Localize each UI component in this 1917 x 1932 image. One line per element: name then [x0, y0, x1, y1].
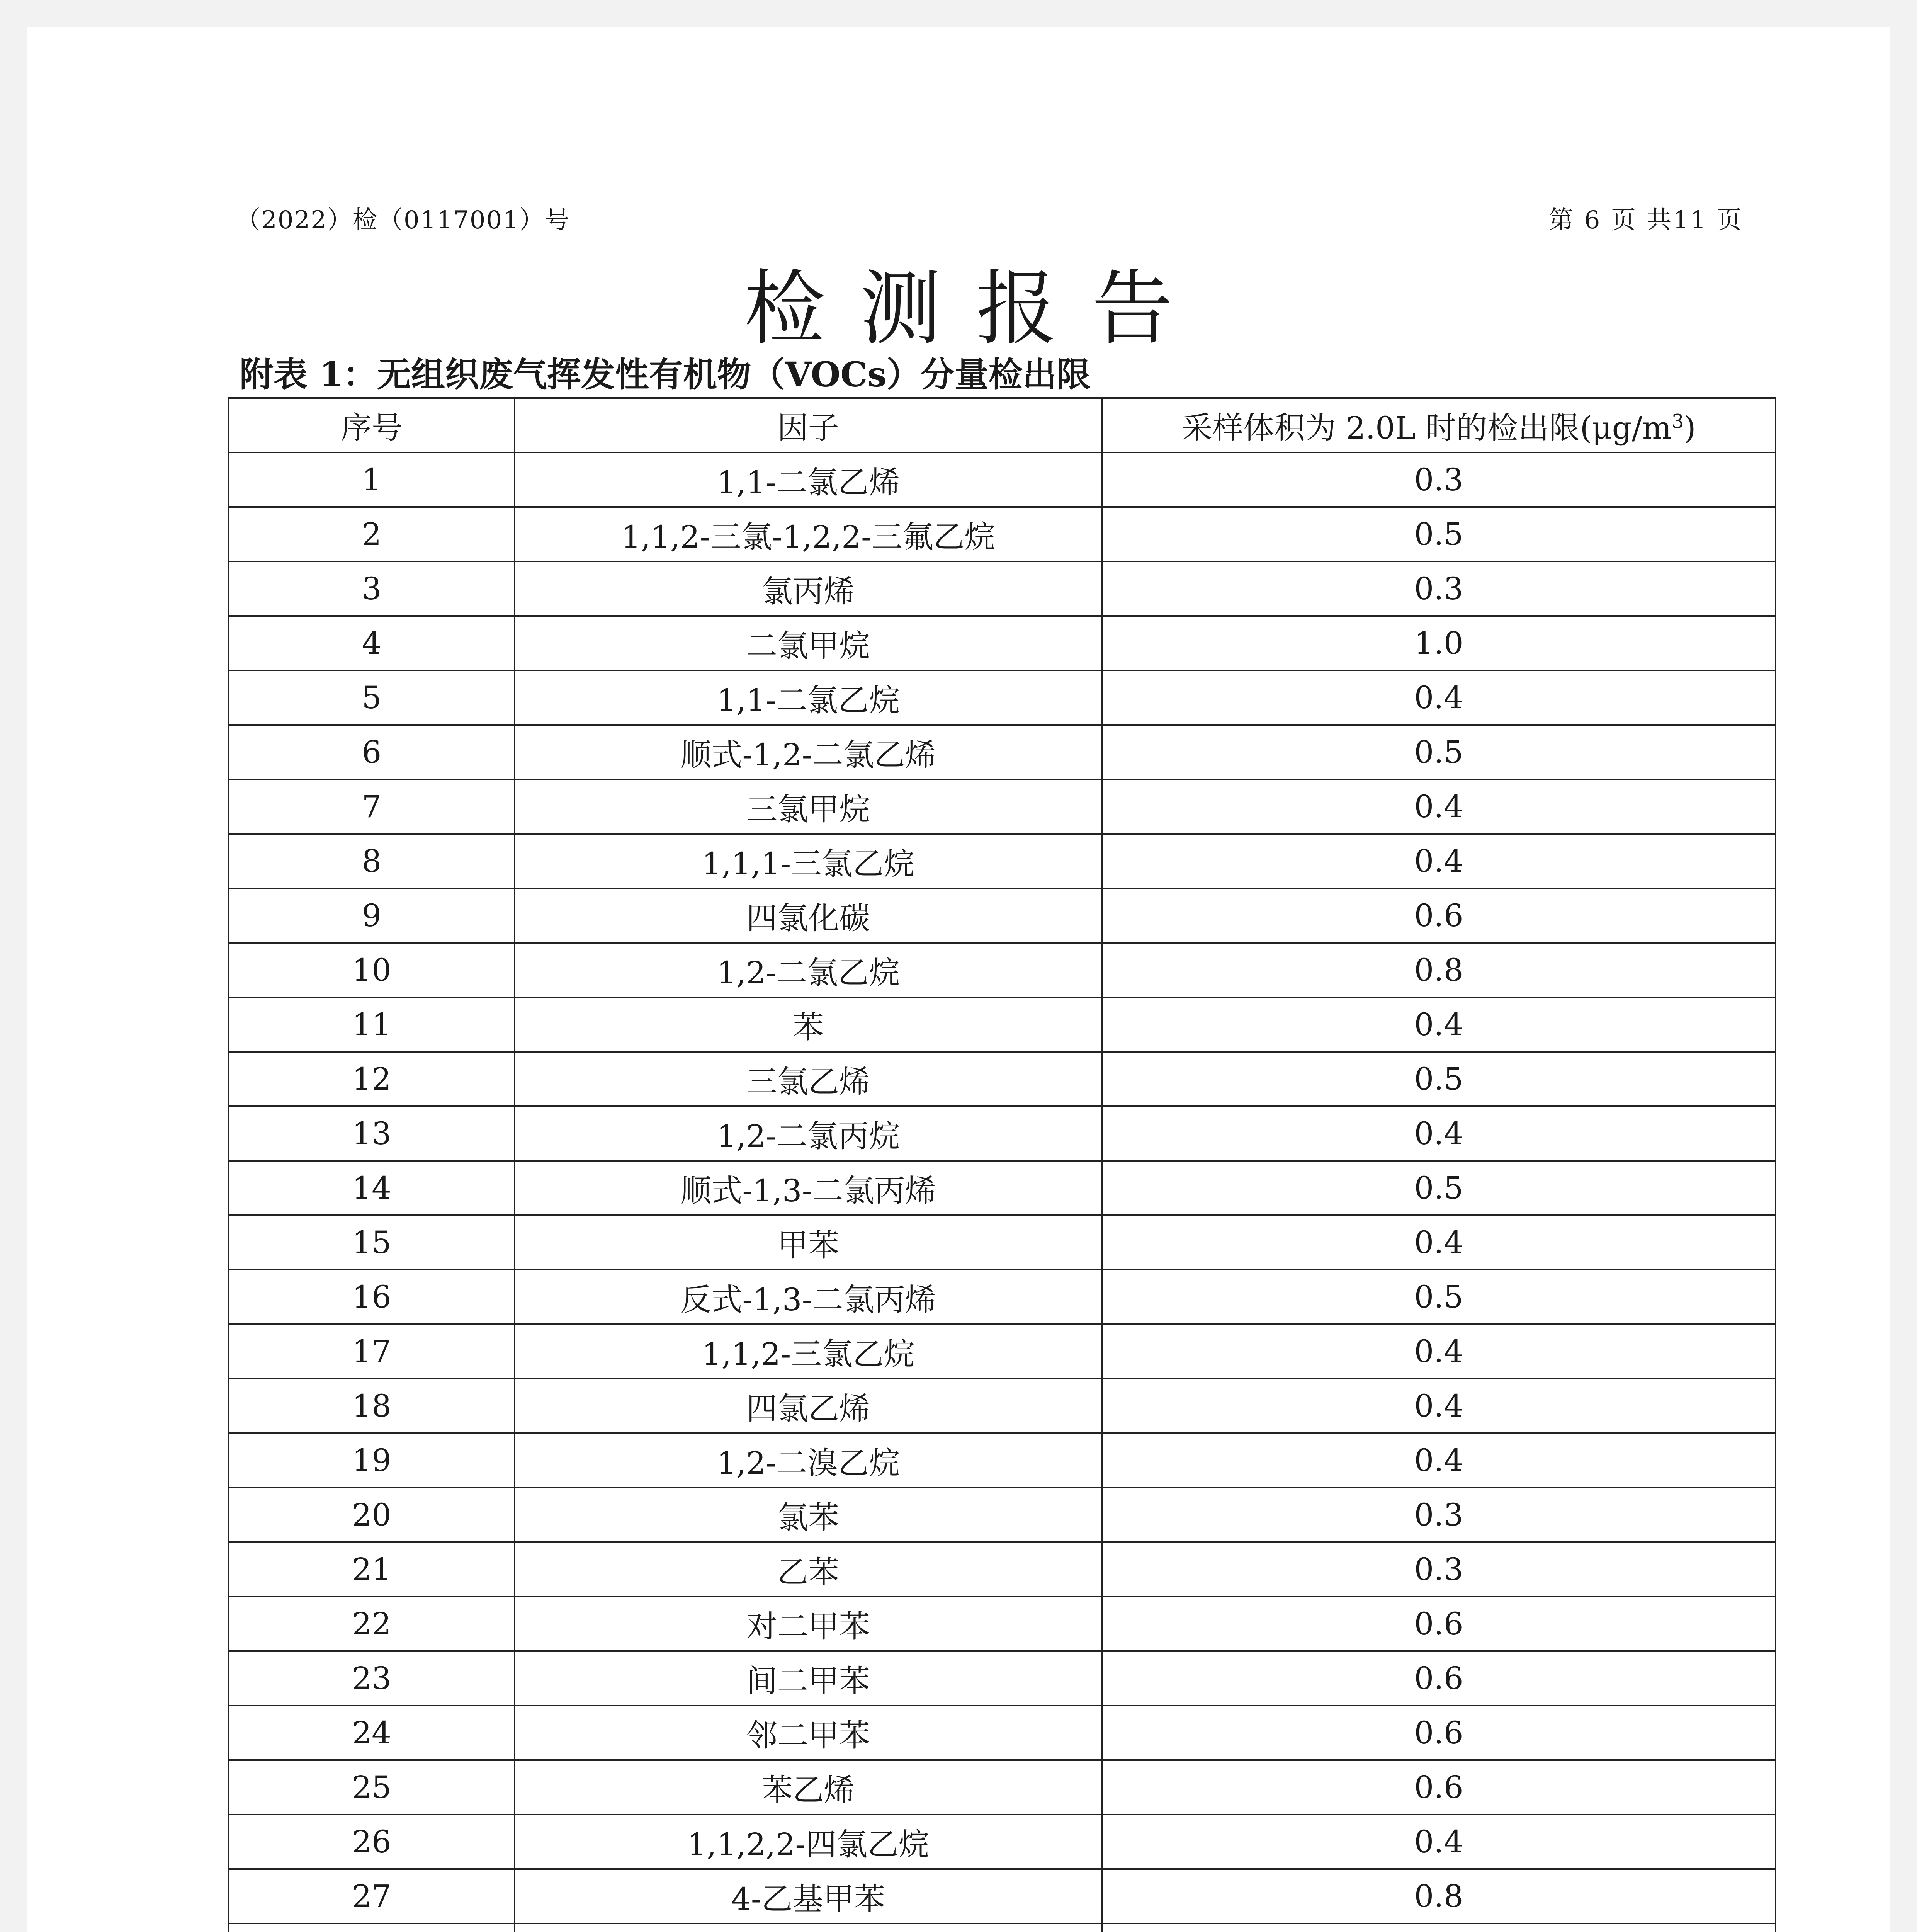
cell-limit: 0.4	[1102, 834, 1776, 888]
table-row	[229, 561, 1776, 616]
cell-factor: 4-乙基甲苯	[515, 1869, 1102, 1923]
table-row	[229, 1869, 1776, 1923]
table-row	[229, 1215, 1776, 1270]
table-row	[229, 1052, 1776, 1106]
table-row	[229, 779, 1776, 834]
cell-limit: 0.5	[1102, 1270, 1776, 1324]
cell-factor: 1,1-二氯乙烷	[515, 670, 1102, 725]
cell-index: 19	[229, 1433, 515, 1488]
cell-limit: 0.6	[1102, 1706, 1776, 1760]
cell-limit: 0.5	[1102, 1161, 1776, 1215]
cell-index: 7	[229, 779, 515, 834]
table-row	[229, 1597, 1776, 1651]
table-body	[229, 452, 1776, 1932]
cell-limit: 0.6	[1102, 1597, 1776, 1651]
cell-factor: 三氯乙烯	[515, 1052, 1102, 1106]
cell-factor: 1,1,1-三氯乙烷	[515, 834, 1102, 888]
document-page	[27, 27, 1890, 1932]
table-row	[229, 997, 1776, 1052]
cell-limit: 0.8	[1102, 943, 1776, 997]
table-row	[229, 1651, 1776, 1706]
table-header-row	[229, 398, 1776, 452]
table-row	[229, 1706, 1776, 1760]
cell-limit: 0.4	[1102, 1815, 1776, 1869]
cell-limit: 0.3	[1102, 452, 1776, 507]
cell-limit: 0.8	[1102, 1869, 1776, 1923]
cell-factor: 甲苯	[515, 1215, 1102, 1270]
cell-limit: 0.5	[1102, 507, 1776, 561]
cell-index: 13	[229, 1106, 515, 1161]
cell-index: 25	[229, 1760, 515, 1815]
cell-index: 21	[229, 1542, 515, 1597]
cell-limit: 0.3	[1102, 1488, 1776, 1542]
cell-limit: 1.0	[1102, 616, 1776, 670]
cell-factor: 间二甲苯	[515, 1651, 1102, 1706]
cell-index	[229, 1923, 515, 1932]
table-row	[229, 1488, 1776, 1542]
cell-index: 8	[229, 834, 515, 888]
cell-factor: 三氯甲烷	[515, 779, 1102, 834]
table-row	[229, 888, 1776, 943]
table-row	[229, 670, 1776, 725]
column-header-limit-text: 采样体积为 2.0L 时的检出限(μg/m	[1181, 410, 1672, 446]
cell-index: 1	[229, 452, 515, 507]
cell-limit: 0.4	[1102, 997, 1776, 1052]
cell-factor: 二氯甲烷	[515, 616, 1102, 670]
cell-index: 27	[229, 1869, 515, 1923]
table-row	[229, 1106, 1776, 1161]
cell-limit: 0.4	[1102, 670, 1776, 725]
cell-factor: 四氯化碳	[515, 888, 1102, 943]
table-row	[229, 1433, 1776, 1488]
column-header-factor: 因子	[515, 398, 1102, 452]
cell-limit: 0.4	[1102, 1433, 1776, 1488]
table-row	[229, 1923, 1776, 1932]
table-row	[229, 1379, 1776, 1433]
table-row	[229, 1270, 1776, 1324]
table-row	[229, 943, 1776, 997]
table-row	[229, 725, 1776, 779]
cell-index: 2	[229, 507, 515, 561]
cell-factor: 苯乙烯	[515, 1760, 1102, 1815]
cell-limit: 0.3	[1102, 1542, 1776, 1597]
cell-factor: 氯苯	[515, 1488, 1102, 1542]
cell-limit	[1102, 1923, 1776, 1932]
cell-factor: 顺式-1,2-二氯乙烯	[515, 725, 1102, 779]
cell-limit: 0.5	[1102, 1052, 1776, 1106]
cell-limit: 0.6	[1102, 888, 1776, 943]
cell-factor: 四氯乙烯	[515, 1379, 1102, 1433]
cell-factor: 1,2-二氯丙烷	[515, 1106, 1102, 1161]
cell-index: 12	[229, 1052, 515, 1106]
column-header-limit-close: )	[1684, 410, 1696, 446]
cell-factor: 1,1,2-三氯乙烷	[515, 1324, 1102, 1379]
cell-limit: 0.4	[1102, 779, 1776, 834]
table-row	[229, 1161, 1776, 1215]
cell-factor: 氯丙烯	[515, 561, 1102, 616]
cell-index: 9	[229, 888, 515, 943]
column-header-index: 序号	[229, 398, 515, 452]
cell-factor: 反式-1,3-二氯丙烯	[515, 1270, 1102, 1324]
cell-factor: 1,1-二氯乙烯	[515, 452, 1102, 507]
page-number: 第 6 页 共11 页	[1548, 206, 1743, 235]
cell-index: 23	[229, 1651, 515, 1706]
cell-limit: 0.3	[1102, 561, 1776, 616]
cell-limit: 0.4	[1102, 1379, 1776, 1433]
table-row	[229, 507, 1776, 561]
table-row	[229, 452, 1776, 507]
cell-factor: 苯	[515, 997, 1102, 1052]
table-caption: 附表 1：无组织废气挥发性有机物（VOCs）分量检出限	[240, 354, 1091, 395]
cell-factor: 1,1,2-三氯-1,2,2-三氟乙烷	[515, 507, 1102, 561]
cell-index: 26	[229, 1815, 515, 1869]
table-row	[229, 834, 1776, 888]
cell-factor: 1,2-二溴乙烷	[515, 1433, 1102, 1488]
cell-index: 5	[229, 670, 515, 725]
cell-limit: 0.5	[1102, 725, 1776, 779]
cell-index: 17	[229, 1324, 515, 1379]
cell-factor: 乙苯	[515, 1542, 1102, 1597]
cell-factor: 1,1,2,2-四氯乙烷	[515, 1815, 1102, 1869]
cell-factor: 顺式-1,3-二氯丙烯	[515, 1161, 1102, 1215]
cell-index: 24	[229, 1706, 515, 1760]
cell-factor: 1,2-二氯乙烷	[515, 943, 1102, 997]
report-number: （2022）检（0117001）号	[236, 206, 570, 235]
cell-limit: 0.6	[1102, 1760, 1776, 1815]
cell-limit: 0.6	[1102, 1651, 1776, 1706]
cell-index: 20	[229, 1488, 515, 1542]
report-title: 检测报告	[744, 261, 1208, 356]
table-row	[229, 1815, 1776, 1869]
table-row	[229, 1542, 1776, 1597]
cell-index: 11	[229, 997, 515, 1052]
cell-factor	[515, 1923, 1102, 1932]
cell-factor: 对二甲苯	[515, 1597, 1102, 1651]
detection-limit-table	[228, 397, 1776, 1932]
cell-index: 3	[229, 561, 515, 616]
cell-index: 6	[229, 725, 515, 779]
cell-index: 16	[229, 1270, 515, 1324]
cell-index: 14	[229, 1161, 515, 1215]
column-header-limit	[1102, 398, 1776, 452]
cell-limit: 0.4	[1102, 1106, 1776, 1161]
table-row	[229, 1760, 1776, 1815]
cell-limit: 0.4	[1102, 1215, 1776, 1270]
cell-index: 15	[229, 1215, 515, 1270]
cell-factor: 邻二甲苯	[515, 1706, 1102, 1760]
cell-index: 18	[229, 1379, 515, 1433]
column-header-limit-exponent: 3	[1671, 410, 1684, 433]
cell-limit: 0.4	[1102, 1324, 1776, 1379]
cell-index: 10	[229, 943, 515, 997]
cell-index: 22	[229, 1597, 515, 1651]
cell-index: 4	[229, 616, 515, 670]
table-row	[229, 616, 1776, 670]
table-row	[229, 1324, 1776, 1379]
